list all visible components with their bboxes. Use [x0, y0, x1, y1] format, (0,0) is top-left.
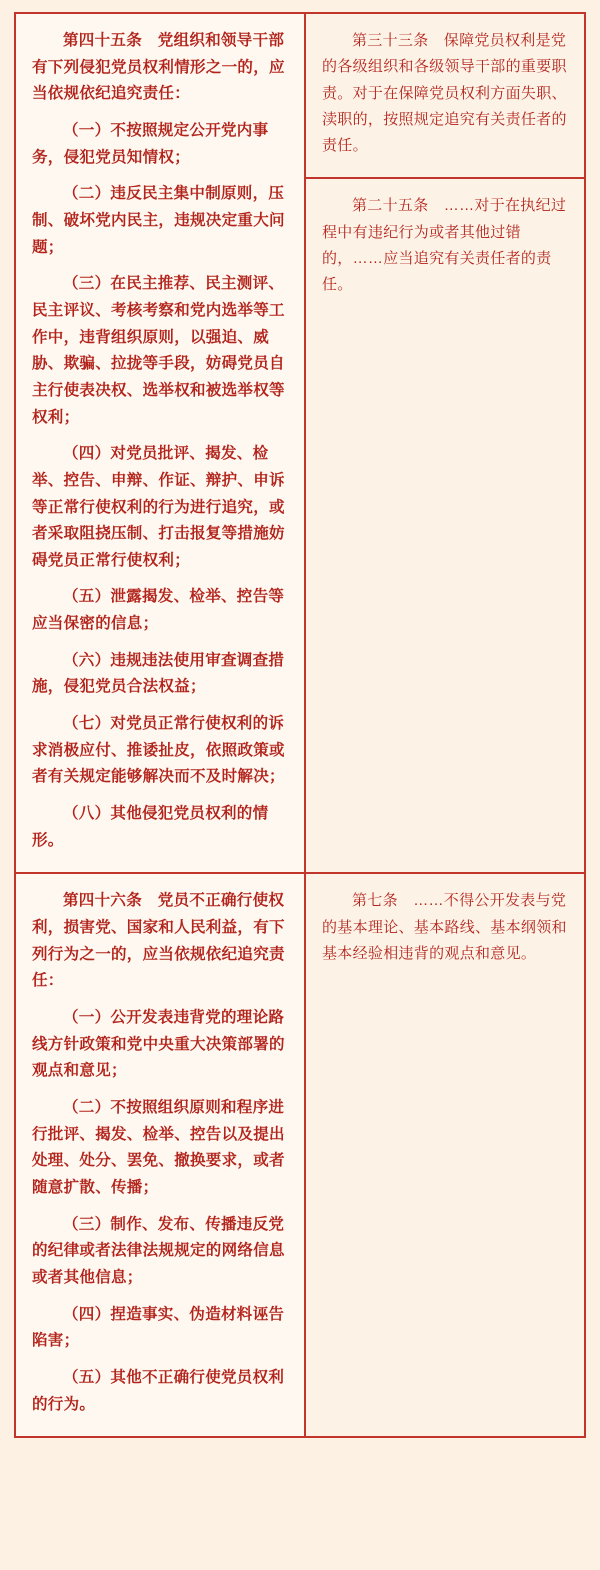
paragraph: （五）泄露揭发、检举、控告等应当保密的信息；	[32, 588, 285, 633]
regulation-comparison-table	[14, 12, 586, 1438]
paragraph: （八）其他侵犯党员权利的情形。	[32, 805, 269, 849]
paragraph: 第三十三条 保障党员权利是党的各级组织和各级领导干部的重要职责。对于在保障党员权利方面失职、渎职的，按照规定追究有关责任者的责任。	[322, 32, 567, 154]
paragraph: （一）公开发表违背党的理论路线方针政策和党中央重大决策部署的观点和意见；	[32, 1009, 285, 1080]
rule-cell-article-46	[16, 874, 306, 1436]
paragraph: 第二十五条 ……对于在执纪过程中有违纪行为或者其他过错的，……应当追究有关责任者的责任。	[322, 197, 567, 293]
reference-cell-article-25	[306, 179, 584, 872]
paragraph: （二）违反民主集中制原则，压制、破坏党内民主，违规决定重大问题；	[32, 185, 285, 256]
paragraph: 第四十六条 党员不正确行使权利，损害党、国家和人民利益，有下列行为之一的，应当依规依纪追究责任：	[32, 892, 285, 990]
paragraph: （三）在民主推荐、民主测评、民主评议、考核考察和党内选举等工作中，违背组织原则，以强迫、威胁、欺骗、拉拢等手段，妨碍党员自主行使表决权、选举权和被选举权等权利；	[32, 275, 285, 426]
paragraph: （六）违规违法使用审查调查措施，侵犯党员合法权益；	[32, 651, 285, 696]
reference-column	[306, 874, 584, 1436]
reference-cell-article-7	[306, 874, 584, 1436]
paragraph: （一）不按照规定公开党内事务，侵犯党员知情权；	[32, 121, 269, 166]
paragraph: （四）对党员批评、揭发、检举、控告、申辩、作证、辩护、申诉等正常行使权利的行为进行追究，或者采取阻挠压制、打击报复等措施妨碍党员正常行使权利；	[32, 445, 285, 569]
reference-cell-article-33	[306, 14, 584, 179]
table-row	[16, 14, 584, 874]
paragraph: （五）其他不正确行使党员权利的行为。	[32, 1368, 285, 1413]
paragraph: 第四十五条 党组织和领导干部有下列侵犯党员权利情形之一的，应当依规依纪追究责任：	[32, 32, 285, 103]
paragraph: （七）对党员正常行使权利的诉求消极应付、推诿扯皮，依照政策或者有关规定能够解决而不及时解决；	[32, 715, 285, 786]
reference-column	[306, 14, 584, 872]
paragraph: 第七条 ……不得公开发表与党的基本理论、基本路线、基本纲领和基本经验相违背的观点和意见。	[322, 892, 567, 962]
paragraph: （四）捏造事实、伪造材料诬告陷害；	[32, 1305, 285, 1350]
paragraph: （三）制作、发布、传播违反党的纪律或者法律法规规定的网络信息或者其他信息；	[32, 1215, 285, 1286]
table-row	[16, 874, 584, 1436]
paragraph: （二）不按照组织原则和程序进行批评、揭发、检举、控告以及提出处理、处分、罢免、撤换要求，或者随意扩散、传播；	[32, 1098, 285, 1196]
rule-cell-article-45	[16, 14, 306, 872]
